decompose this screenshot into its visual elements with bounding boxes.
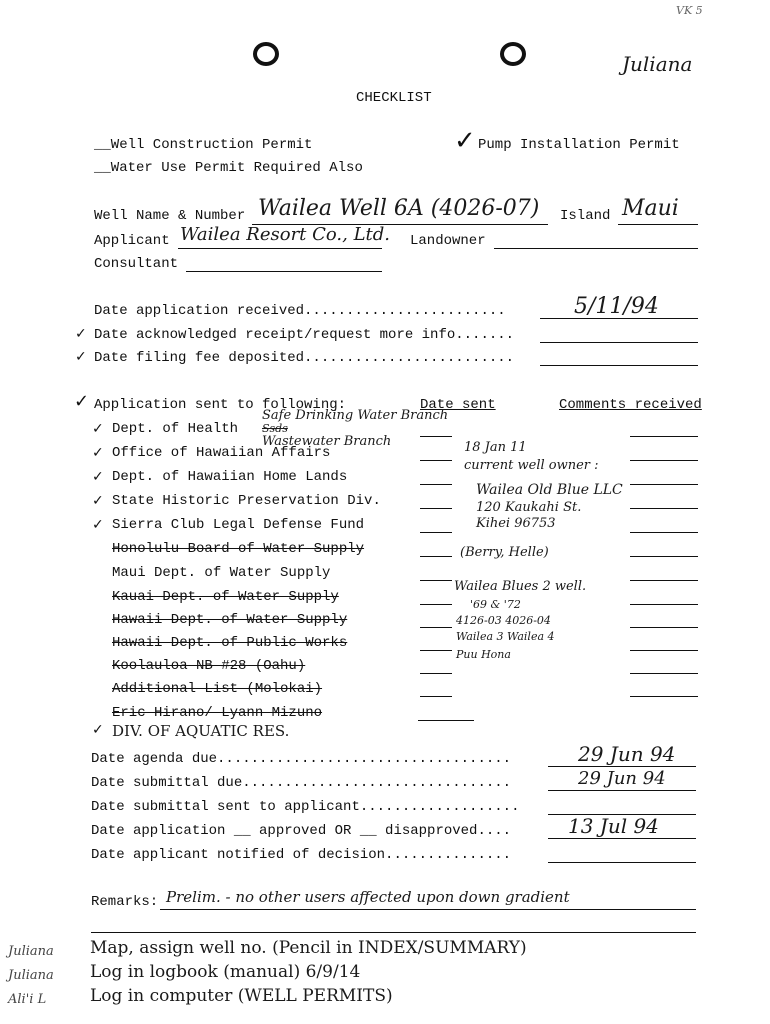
island-value: Maui [622, 196, 679, 221]
agency-item: State Historic Preservation Div. [112, 493, 381, 509]
checkmark-icon: ✓ [74, 391, 90, 412]
agency-item: Office of Hawaiian Affairs [112, 445, 331, 461]
notified-label: Date applicant notified of decision............... [91, 847, 512, 863]
task: Log in logbook (manual) 6/9/14 [90, 962, 361, 982]
note: 18 Jan 11 [464, 440, 527, 455]
remarks-label: Remarks: [91, 894, 159, 910]
note: (Berry, Helle) [460, 545, 549, 560]
task-initials: Ali'i L [8, 992, 47, 1007]
landowner-label: Landowner [410, 233, 486, 249]
date-sent-header: Date sent [420, 397, 496, 413]
checkmark-icon: ✓ [92, 517, 104, 533]
punch-hole-left [253, 42, 279, 66]
well-name-value: Wailea Well 6A (4026-07) [258, 196, 540, 221]
decision-label: Date application __ approved OR __ disapproved.... [91, 823, 512, 839]
task-initials: Juliana [8, 944, 54, 959]
date-filing-label: Date filing fee deposited......................... [94, 350, 515, 366]
pump-installation-permit: Pump Installation Permit [478, 137, 680, 153]
agency-item: Eric Hirano/ Lyann Mizuno [112, 705, 323, 721]
note: 4126-03 4026-04 [456, 614, 551, 627]
comments-header: Comments received [559, 397, 702, 413]
note: Puu Hona [456, 648, 511, 661]
submittal-due-value: 29 Jun 94 [578, 768, 666, 789]
note: Wailea 3 Wailea 4 [456, 630, 555, 643]
health-note-strike: Ssds [262, 422, 288, 435]
agenda-due-value: 29 Jun 94 [578, 742, 676, 766]
note: '69 & '72 [470, 598, 521, 611]
note: current well owner : [464, 458, 599, 473]
sent-label: Application sent to following: [94, 397, 347, 413]
submittal-due-label: Date submittal due................................ [91, 775, 512, 791]
punch-hole-right [500, 42, 526, 66]
page-title: CHECKLIST [356, 90, 432, 106]
agency-item: Hawaii Dept. of Water Supply [112, 612, 348, 628]
task: Log in computer (WELL PERMITS) [90, 986, 393, 1006]
applicant-label: Applicant [94, 233, 170, 249]
consultant-label: Consultant [94, 256, 179, 272]
agency-item: Additional List (Molokai) [112, 681, 323, 697]
agency-item: Dept. of Health [112, 421, 239, 437]
task-initials: Juliana [8, 968, 54, 983]
checkmark-icon: ✓ [92, 445, 104, 461]
task: Map, assign well no. (Pencil in INDEX/SUMMARY) [90, 938, 527, 958]
checkmark-icon: ✓ [75, 349, 87, 365]
agency-item: Dept. of Hawaiian Home Lands [112, 469, 348, 485]
corner-name: Juliana [622, 52, 693, 76]
health-note-1: Safe Drinking Water Branch [262, 408, 449, 423]
date-acknowledged-label: Date acknowledged receipt/request more info....... [94, 327, 515, 343]
note: 120 Kaukahi St. [476, 500, 582, 515]
added-agency: DIV. OF AQUATIC RES. [112, 722, 290, 740]
corner-mark: VK 5 [676, 4, 703, 17]
remarks-value: Prelim. - no other users affected upon down gradient [166, 888, 570, 906]
pump-check-icon: ✓ [454, 126, 476, 156]
island-label: Island [560, 208, 611, 224]
decision-value: 13 Jul 94 [568, 814, 659, 838]
submittal-sent-label: Date submittal sent to applicant................... [91, 799, 520, 815]
agency-item: Honolulu Board of Water Supply [112, 541, 365, 557]
agency-item: Hawaii Dept. of Public Works [112, 635, 348, 651]
well-name-label: Well Name & Number [94, 208, 246, 224]
note: Wailea Old Blue LLC [476, 482, 623, 498]
agency-item: Sierra Club Legal Defense Fund [112, 517, 365, 533]
note: Kihei 96753 [476, 516, 556, 531]
checkmark-icon: ✓ [75, 326, 87, 342]
agency-item: Maui Dept. of Water Supply [112, 565, 331, 581]
date-received-label: Date application received........................ [94, 303, 506, 319]
health-note-2: Wastewater Branch [262, 434, 392, 449]
date-received-value: 5/11/94 [574, 294, 659, 319]
note: Wailea Blues 2 well. [454, 579, 587, 594]
agency-item: Koolauloa NB #28 (Oahu) [112, 658, 306, 674]
applicant-value: Wailea Resort Co., Ltd. [180, 224, 391, 245]
checkmark-icon: ✓ [92, 469, 104, 485]
agency-item: Kauai Dept. of Water Supply [112, 589, 339, 605]
agenda-due-label: Date agenda due................................... [91, 751, 512, 767]
well-construction-permit: __Well Construction Permit [94, 137, 313, 153]
water-use-permit: __Water Use Permit Required Also [94, 160, 363, 176]
checkmark-icon: ✓ [92, 421, 104, 437]
checkmark-icon: ✓ [92, 722, 104, 738]
checkmark-icon: ✓ [92, 493, 104, 509]
